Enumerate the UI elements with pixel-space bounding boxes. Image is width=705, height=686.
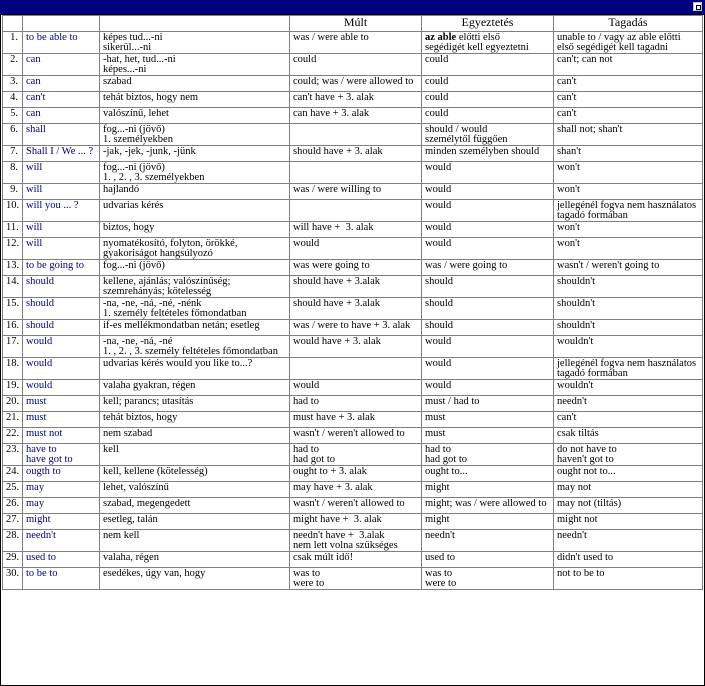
table-row	[3, 482, 703, 498]
negation-cell: shouldn't	[554, 320, 703, 336]
meaning-cell: nem kell	[100, 530, 290, 552]
table-row	[3, 336, 703, 358]
past-cell: will have + 3. alak	[290, 222, 422, 238]
agreement-cell: would	[422, 238, 554, 260]
table-row	[3, 238, 703, 260]
row-number-cell: 23.	[3, 444, 23, 466]
table-row	[3, 298, 703, 320]
meaning-cell: -hat, het, tud...-ni képes...-ni	[100, 54, 290, 76]
negation-cell: can't	[554, 412, 703, 428]
verb-cell: used to	[23, 552, 100, 568]
table-row	[3, 146, 703, 162]
meaning-cell: nem szabad	[100, 428, 290, 444]
past-cell: could	[290, 54, 422, 76]
agreement-cell: might	[422, 514, 554, 530]
past-cell: should have + 3.alak	[290, 298, 422, 320]
verb-cell: must	[23, 396, 100, 412]
verb-cell: may	[23, 498, 100, 514]
row-number-cell: 9.	[3, 184, 23, 200]
meaning-cell: fog...-ni (jövő)	[100, 260, 290, 276]
table-row	[3, 498, 703, 514]
row-number-cell: 17.	[3, 336, 23, 358]
row-number-cell: 27.	[3, 514, 23, 530]
verb-cell: must not	[23, 428, 100, 444]
past-cell: csak múlt idő!	[290, 552, 422, 568]
meaning-cell: valószínű, lehet	[100, 108, 290, 124]
row-number-cell: 22.	[3, 428, 23, 444]
table-row	[3, 358, 703, 380]
meaning-cell: kell; parancs; utasítás	[100, 396, 290, 412]
past-cell: must have + 3. alak	[290, 412, 422, 428]
table-header-row	[3, 16, 703, 32]
table-row	[3, 412, 703, 428]
row-number-cell: 6.	[3, 124, 23, 146]
row-number-cell: 11.	[3, 222, 23, 238]
verb-cell: needn't	[23, 530, 100, 552]
verb-cell: will	[23, 238, 100, 260]
row-number-cell: 7.	[3, 146, 23, 162]
header-verb	[23, 16, 100, 32]
header-past: Múlt	[290, 16, 422, 32]
table-row	[3, 200, 703, 222]
negation-cell: needn't	[554, 530, 703, 552]
row-number-cell: 24.	[3, 466, 23, 482]
meaning-cell: udvarias kérés	[100, 200, 290, 222]
row-number-cell: 20.	[3, 396, 23, 412]
table-row	[3, 32, 703, 54]
meaning-cell: valaha, régen	[100, 552, 290, 568]
table-row	[3, 568, 703, 590]
agreement-cell: could	[422, 76, 554, 92]
negation-cell: jellegénél fogva nem használatos tagadó formában	[554, 200, 703, 222]
negation-cell: do not have to haven't got to	[554, 444, 703, 466]
verb-cell: Shall I / We ... ?	[23, 146, 100, 162]
header-meaning	[100, 16, 290, 32]
meaning-cell: -na, -ne, -ná, -né, -nénk 1. személy feltételes főmondatban	[100, 298, 290, 320]
agreement-cell: should	[422, 298, 554, 320]
agreement-cell: used to	[422, 552, 554, 568]
table-row	[3, 552, 703, 568]
agreement-cell: would	[422, 200, 554, 222]
row-number-cell: 16.	[3, 320, 23, 336]
row-number-cell: 2.	[3, 54, 23, 76]
agreement-cell	[422, 32, 554, 54]
past-cell: would have + 3. alak	[290, 336, 422, 358]
row-number-cell: 14.	[3, 276, 23, 298]
verb-cell: would	[23, 358, 100, 380]
meaning-cell: képes tud...-ni sikerül...-ni	[100, 32, 290, 54]
header-number	[3, 16, 23, 32]
row-number-cell: 21.	[3, 412, 23, 428]
past-cell: ought to + 3. alak	[290, 466, 422, 482]
meaning-cell: udvarias kérés would you like to...?	[100, 358, 290, 380]
table-row	[3, 76, 703, 92]
negation-cell: csak tiltás	[554, 428, 703, 444]
past-cell: can have + 3. alak	[290, 108, 422, 124]
table-row	[3, 514, 703, 530]
meaning-cell: szabad, megengedett	[100, 498, 290, 514]
verb-cell: to be going to	[23, 260, 100, 276]
agreement-cell: ought to...	[422, 466, 554, 482]
meaning-cell: lehet, valószínű	[100, 482, 290, 498]
verb-cell: can't	[23, 92, 100, 108]
agreement-cell: should / would személytől függően	[422, 124, 554, 146]
verb-cell: should	[23, 276, 100, 298]
verb-cell: will	[23, 162, 100, 184]
meaning-cell: valaha gyakran, régen	[100, 380, 290, 396]
negation-cell: won't	[554, 238, 703, 260]
table-body	[3, 32, 703, 590]
row-number-cell: 12.	[3, 238, 23, 260]
negation-cell: shan't	[554, 146, 703, 162]
verb-cell: must	[23, 412, 100, 428]
row-number-cell: 4.	[3, 92, 23, 108]
negation-cell: may not	[554, 482, 703, 498]
table-row	[3, 444, 703, 466]
table-row	[3, 184, 703, 200]
agreement-cell: had to had got to	[422, 444, 554, 466]
past-cell: had to had got to	[290, 444, 422, 466]
row-number-cell: 3.	[3, 76, 23, 92]
verb-cell: will	[23, 222, 100, 238]
agreement-cell: was to were to	[422, 568, 554, 590]
meaning-cell: hajlandó	[100, 184, 290, 200]
verb-cell: ougth to	[23, 466, 100, 482]
verb-cell: will you ... ?	[23, 200, 100, 222]
meaning-cell: -na, -ne, -ná, -né 1. , 2. , 3. személy feltételes főmondatban	[100, 336, 290, 358]
past-cell: could; was / were allowed to	[290, 76, 422, 92]
table-row	[3, 428, 703, 444]
agreement-cell: must	[422, 428, 554, 444]
verb-cell: to be able to	[23, 32, 100, 54]
agreement-cell: would	[422, 184, 554, 200]
table-row	[3, 260, 703, 276]
negation-cell: ought not to...	[554, 466, 703, 482]
past-cell	[290, 358, 422, 380]
meaning-cell: esedékes, úgy van, hogy	[100, 568, 290, 590]
past-cell: was to were to	[290, 568, 422, 590]
verb-cell: can	[23, 54, 100, 76]
table-row	[3, 162, 703, 184]
negation-cell: didn't used to	[554, 552, 703, 568]
table-row	[3, 54, 703, 76]
meaning-cell: -jak, -jek, -junk, -jünk	[100, 146, 290, 162]
negation-cell: won't	[554, 222, 703, 238]
table-row	[3, 530, 703, 552]
agreement-cell: might	[422, 482, 554, 498]
row-number-cell: 15.	[3, 298, 23, 320]
agreement-bold-text: az able	[425, 32, 457, 43]
row-number-cell: 13.	[3, 260, 23, 276]
negation-cell: shall not; shan't	[554, 124, 703, 146]
row-number-cell: 18.	[3, 358, 23, 380]
agreement-cell: was / were going to	[422, 260, 554, 276]
verb-cell: should	[23, 298, 100, 320]
table-row	[3, 466, 703, 482]
past-cell: would	[290, 238, 422, 260]
agreement-cell: should	[422, 276, 554, 298]
verb-cell: will	[23, 184, 100, 200]
past-cell	[290, 124, 422, 146]
agreement-cell: minden személyben should	[422, 146, 554, 162]
row-number-cell: 29.	[3, 552, 23, 568]
verb-cell: would	[23, 336, 100, 358]
negation-cell: shouldn't	[554, 276, 703, 298]
row-number-cell: 25.	[3, 482, 23, 498]
verb-cell: would	[23, 380, 100, 396]
past-cell	[290, 162, 422, 184]
agreement-cell: would	[422, 358, 554, 380]
past-cell: needn't have + 3.alak nem lett volna szükséges	[290, 530, 422, 552]
row-number-cell: 1.	[3, 32, 23, 54]
header-agreement: Egyeztetés	[422, 16, 554, 32]
agreement-cell: might; was / were allowed to	[422, 498, 554, 514]
row-number-cell: 30.	[3, 568, 23, 590]
agreement-cell: could	[422, 92, 554, 108]
meaning-cell: esetleg, talán	[100, 514, 290, 530]
agreement-cell: must / had to	[422, 396, 554, 412]
past-cell: was / were able to	[290, 32, 422, 54]
table-row	[3, 380, 703, 396]
meaning-cell: tehát biztos, hogy	[100, 412, 290, 428]
past-cell: would	[290, 380, 422, 396]
past-cell: may have + 3. alak	[290, 482, 422, 498]
row-number-cell: 5.	[3, 108, 23, 124]
negation-cell: won't	[554, 184, 703, 200]
row-number-cell: 19.	[3, 380, 23, 396]
agreement-cell: would	[422, 222, 554, 238]
negation-cell: won't	[554, 162, 703, 184]
negation-cell: wouldn't	[554, 336, 703, 358]
meaning-cell: kellene, ajánlás; valószínűség; szemrehányás; kötelesség	[100, 276, 290, 298]
verb-cell: might	[23, 514, 100, 530]
verb-cell: can	[23, 76, 100, 92]
meaning-cell: biztos, hogy	[100, 222, 290, 238]
past-cell: had to	[290, 396, 422, 412]
meaning-cell: tehát biztos, hogy nem	[100, 92, 290, 108]
negation-cell: can't; can not	[554, 54, 703, 76]
table-row	[3, 108, 703, 124]
table-row	[3, 124, 703, 146]
past-cell: should have + 3. alak	[290, 146, 422, 162]
negation-cell: can't	[554, 92, 703, 108]
window-title-bar	[0, 0, 705, 14]
agreement-cell: would	[422, 336, 554, 358]
row-number-cell: 10.	[3, 200, 23, 222]
agreement-cell: should	[422, 320, 554, 336]
agreement-cell: would	[422, 380, 554, 396]
agreement-text: előtti első segédigét kell egyeztetni	[425, 32, 529, 53]
agreement-cell: would	[422, 162, 554, 184]
negation-cell: shouldn't	[554, 298, 703, 320]
verb-cell: can	[23, 108, 100, 124]
table-row	[3, 92, 703, 108]
past-cell: wasn't / weren't allowed to	[290, 498, 422, 514]
verb-cell: should	[23, 320, 100, 336]
meaning-cell: fog...-ni (jövő) 1. , 2. , 3. személyekben	[100, 162, 290, 184]
meaning-cell: szabad	[100, 76, 290, 92]
verb-cell: may	[23, 482, 100, 498]
meaning-cell: fog...-ni (jövő) 1. személyekben	[100, 124, 290, 146]
negation-cell: may not (tiltás)	[554, 498, 703, 514]
table-row	[3, 222, 703, 238]
negation-cell: wasn't / weren't going to	[554, 260, 703, 276]
row-number-cell: 28.	[3, 530, 23, 552]
past-cell: should have + 3.alak	[290, 276, 422, 298]
restore-window-icon[interactable]	[693, 2, 702, 11]
table-row	[3, 396, 703, 412]
negation-cell: unable to / vagy az able előtti első segédigét kell tagadni	[554, 32, 703, 54]
past-cell	[290, 200, 422, 222]
past-cell: can't have + 3. alak	[290, 92, 422, 108]
meaning-cell: if-es mellékmondatban netán; esetleg	[100, 320, 290, 336]
negation-cell: not to be to	[554, 568, 703, 590]
past-cell: was were going to	[290, 260, 422, 276]
agreement-cell: needn't	[422, 530, 554, 552]
row-number-cell: 26.	[3, 498, 23, 514]
negation-cell: wouldn't	[554, 380, 703, 396]
row-number-cell: 8.	[3, 162, 23, 184]
negation-cell: jellegénél fogva nem használatos tagadó formában	[554, 358, 703, 380]
negation-cell: can't	[554, 76, 703, 92]
header-negation: Tagadás	[554, 16, 703, 32]
agreement-cell: could	[422, 54, 554, 76]
past-cell: was / were to have + 3. alak	[290, 320, 422, 336]
table-row	[3, 320, 703, 336]
negation-cell: can't	[554, 108, 703, 124]
meaning-cell: kell, kellene (kötelesség)	[100, 466, 290, 482]
verb-cell: shall	[23, 124, 100, 146]
meaning-cell: kell	[100, 444, 290, 466]
agreement-cell: could	[422, 108, 554, 124]
meaning-cell: nyomatékosító, folyton, örökké, gyakoriságot hangsúlyozó	[100, 238, 290, 260]
past-cell: wasn't / weren't allowed to	[290, 428, 422, 444]
past-cell: was / were willing to	[290, 184, 422, 200]
past-cell: might have + 3. alak	[290, 514, 422, 530]
verb-cell: have to have got to	[23, 444, 100, 466]
agreement-cell: must	[422, 412, 554, 428]
negation-cell: might not	[554, 514, 703, 530]
negation-cell: needn't	[554, 396, 703, 412]
table-row	[3, 276, 703, 298]
verb-cell: to be to	[23, 568, 100, 590]
modal-verbs-table	[2, 15, 703, 590]
